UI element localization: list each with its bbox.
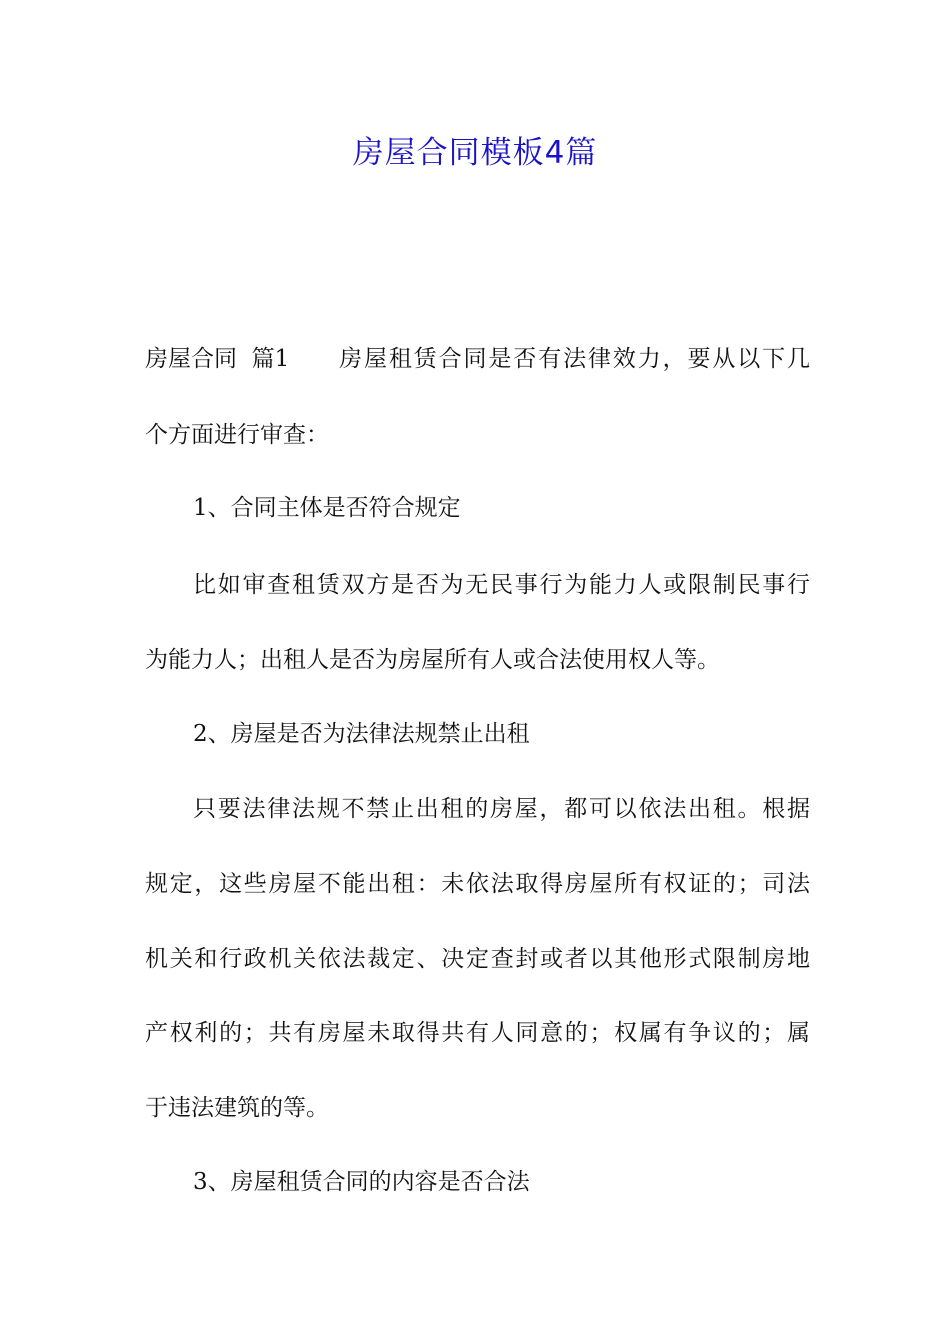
item-heading-3: 3、房屋租赁合同的内容是否合法 bbox=[193, 1169, 530, 1195]
section1-intro-line1: 房屋租赁合同是否有法律效力，要从以下几 bbox=[337, 346, 810, 372]
section1-intro-line2: 个方面进行审查： bbox=[145, 422, 329, 448]
para2-line3: 机关和行政机关依法裁定、决定查封或者以其他形式限制房地 bbox=[145, 946, 810, 972]
para1-line2: 为能力人；出租人是否为房屋所有人或合法使用权人等。 bbox=[145, 647, 720, 673]
para2-line5: 于违法建筑的等。 bbox=[145, 1095, 329, 1121]
item-heading-1: 1、合同主体是否符合规定 bbox=[193, 495, 461, 521]
para2-line1: 只要法律法规不禁止出租的房屋，都可以依法出租。根据 bbox=[193, 796, 810, 822]
document-title: 房屋合同模板4篇 bbox=[352, 135, 598, 171]
section1-first-line bbox=[145, 339, 810, 379]
para1-line1: 比如审查租赁双方是否为无民事行为能力人或限制民事行 bbox=[193, 572, 810, 598]
para2-line2: 规定，这些房屋不能出租：未依法取得房屋所有权证的；司法 bbox=[145, 871, 810, 897]
item-heading-2: 2、房屋是否为法律法规禁止出租 bbox=[193, 721, 530, 747]
para2-line4: 产权利的；共有房屋未取得共有人同意的；权属有争议的；属 bbox=[145, 1020, 810, 1046]
section1-label: 房屋合同 篇1 bbox=[145, 346, 290, 372]
